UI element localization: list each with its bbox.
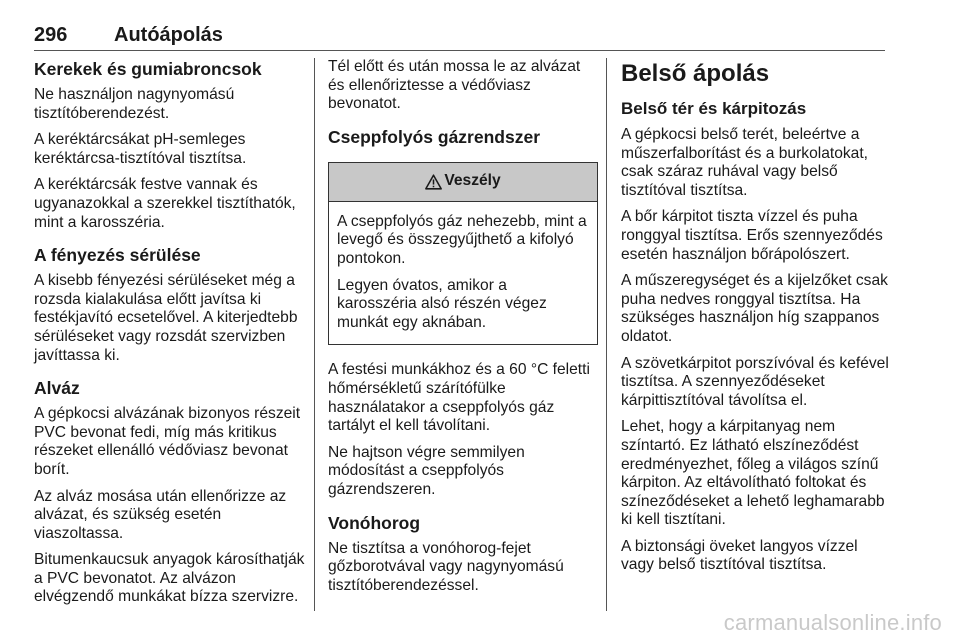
column-divider — [314, 58, 315, 611]
paragraph: A keréktárcsákat pH-semleges keréktárcsa-tisztítóval tisztítsa. — [34, 131, 247, 167]
paragraph: Ne tisztítsa a vonóhorog-fejet gőzborotvával vagy nagynyomású tisztítóberendezéssel. — [328, 539, 564, 594]
section-heading: Cseppfolyós gázrendszer — [328, 126, 540, 147]
subsection-heading: Belső tér és kárpitozás — [621, 99, 807, 118]
paragraph: A kisebb fényezési sérüléseket még a rozsda kialakulása előtt javítsa ki festékjavító ecsetelővel. A kiterjedtebb sérüléseket vagy rozsdát szervizben javíttassa ki. — [34, 272, 298, 364]
chapter-heading: Belső ápolás — [621, 60, 770, 87]
paragraph: A bőr kárpitot tiszta vízzel és puha ronggyal tisztítsa. Erős szennyeződés esetén használjon bőrápolószert. — [621, 208, 883, 263]
paragraph: A keréktárcsák festve vannak és ugyanazokkal a szerekkel tisztíthatók, mint a karosszéria. — [34, 176, 296, 231]
paragraph: A festési munkákhoz és a 60 °C feletti hőmérsékletű szárítófülke használatakor a cseppfolyós gáz tartályt el kell távolítani. — [328, 361, 590, 435]
paragraph: Ne hajtson végre semmilyen módosítást a cseppfolyós gázrendszeren. — [328, 443, 525, 498]
paragraph: A gépkocsi belső terét, beleértve a műszerfalborítást és a burkolatokat, csak száraz ruhával vagy belső tisztítóval tisztítsa. — [621, 126, 869, 199]
column-middle — [328, 58, 598, 603]
page-number: 296 — [34, 24, 68, 46]
paragraph: Lehet, hogy a kárpitanyag nem színtartó. Ez látható elszíneződést eredményezhet, főleg a világos színű kárpiton. Az eltávolítható foltokat és színeződéseket a lehető leghamarabb ki kell tisztítani. — [621, 418, 885, 529]
warning-title: Veszély — [444, 172, 501, 190]
paragraph: Tél előtt és után mossa le az alvázat és ellenőriztesse a védőviasz bevonatot. — [328, 58, 581, 113]
column-left — [34, 58, 306, 615]
paragraph: A műszeregységet és a kijelzőket csak puha nedves ronggyal tisztítsa. Ha szükséges használjon híg szappanos oldatot. — [621, 272, 888, 345]
section-heading: Alváz — [34, 378, 80, 399]
page-header — [34, 24, 885, 51]
warning-triangle-icon — [425, 174, 442, 190]
paragraph: A szövetkárpitot porszívóval és kefével tisztítsa. A szennyeződéseket kárpittisztítóval távolítsa el. — [621, 354, 889, 409]
warning-body — [329, 202, 597, 345]
chapter-title: Autóápolás — [114, 24, 223, 46]
column-right — [621, 58, 893, 583]
paragraph: A cseppfolyós gáz nehezebb, mint a levegő és összegyűjthető a kifolyó pontokon. — [337, 212, 587, 267]
section-heading: A fényezés sérülése — [34, 245, 201, 266]
watermark: carmanualsonline.info — [723, 610, 942, 635]
paragraph: A gépkocsi alvázának bizonyos részeit PVC bevonat fedi, míg más kritikus részeket ellenálló védőviasz bevonat borít. — [34, 405, 301, 478]
paragraph: A biztonsági öveket langyos vízzel vagy belső tisztítóval tisztítsa. — [621, 537, 858, 574]
section-heading: Kerekek és gumiabroncsok — [34, 59, 262, 79]
column-divider — [606, 58, 607, 611]
paragraph: Ne használjon nagynyomású tisztítóberendezést. — [34, 86, 235, 122]
section-heading: Vonóhorog — [328, 512, 421, 533]
paragraph: Az alváz mosása után ellenőrizze az alvázat, és szükség esetén viaszoltassa. — [34, 487, 287, 542]
paragraph: Legyen óvatos, amikor a karosszéria alsó részén végez munkát egy aknában. — [337, 276, 547, 331]
paragraph: Bitumenkaucsuk anyagok károsíthatják a PVC bevonatot. Az alvázon elvégzendő munkákat bízza szervizre. — [34, 551, 305, 606]
warning-header — [329, 163, 597, 202]
warning-box — [328, 162, 598, 346]
